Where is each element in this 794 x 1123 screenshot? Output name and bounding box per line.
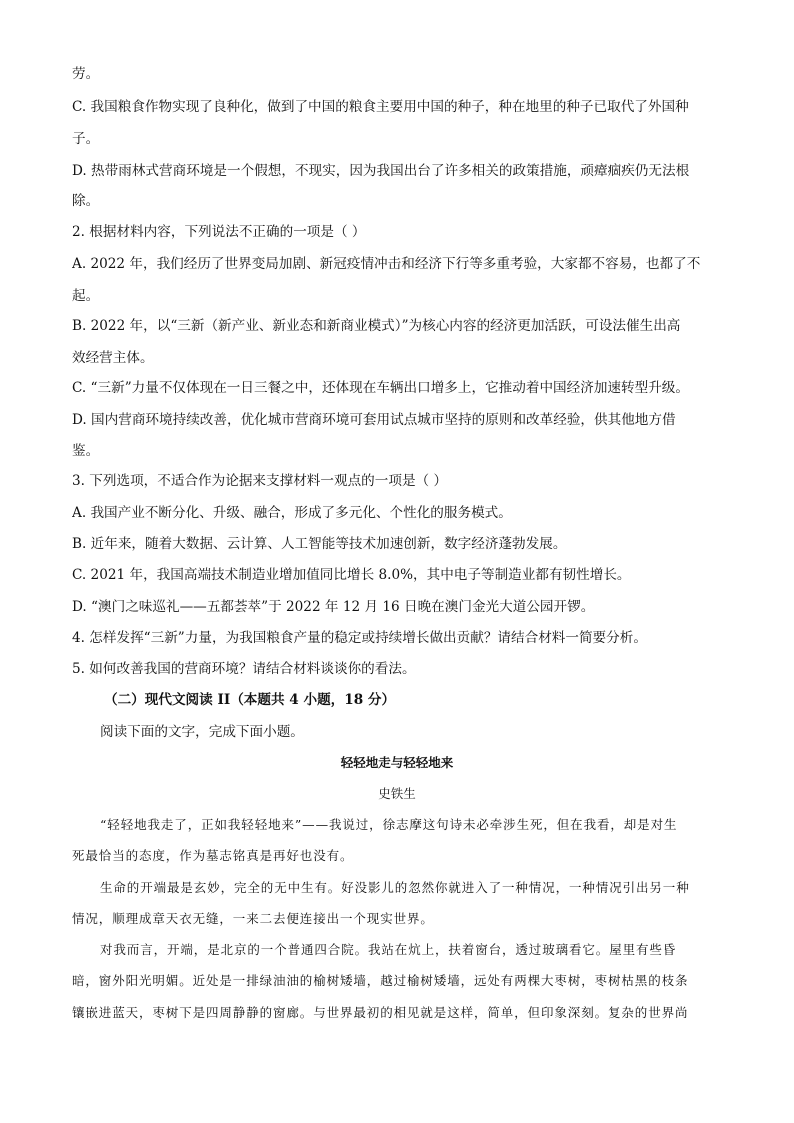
essay-line: 暗，窗外阳光明媚。近处是一排绿油油的榆树矮墙，越过榆树矮墙，远处有两棵大枣树，枣树枯黑的枝条: [72, 973, 689, 988]
question-5: 5. 如何改善我国的营商环境？请结合材料谈谈你的看法。: [72, 661, 416, 677]
option-d-q2: D. 国内营商环境持续改善，优化城市营商环境可套用试点城市坚持的原则和改革经验，供其他地方借: [72, 412, 676, 428]
essay-line: 情况，顺理成章天衣无缝，一来二去便连接出一个现实世界。: [72, 911, 434, 926]
section-heading: （二）现代文阅读 II（本题共 4 小题，18 分）: [104, 692, 396, 708]
text-line: 鉴。: [72, 443, 100, 459]
essay-line: “轻轻地我走了，正如我轻轻地来”——我说过，徐志摩这句诗未必牵涉生死，但在我看，却是对生: [100, 817, 678, 832]
text-line: 除。: [72, 193, 100, 209]
text-line: 效经营主体。: [72, 350, 154, 366]
option-b-q3: B. 近年来，随着大数据、云计算、人工智能等技术加速创新，数字经济蓬勃发展。: [72, 536, 567, 552]
option-a-q2: A. 2022 年，我们经历了世界变局加剧、新冠疫情冲击和经济下行等多重考验，大家都不容易，也都了不: [72, 256, 701, 272]
question-4: 4. 怎样发挥“三新”力量，为我国粮食产量的稳定或持续增长做出贡献？请结合材料一简要分析。: [72, 630, 647, 646]
option-d-q3: D. “澳门之味巡礼——五都荟萃”于 2022 年 12 月 16 日晚在澳门金光大道公园开锣。: [72, 599, 595, 615]
question-3: 3. 下列选项，不适合作为论据来支撑材料一观点的一项是（ ）: [72, 473, 448, 489]
text-line: 起。: [72, 288, 100, 304]
option-c-q1: C. 我国粮食作物实现了良种化，做到了中国的粮食主要用中国的种子，种在地里的种子已取代了外国种: [72, 99, 689, 115]
essay-title: 轻轻地走与轻轻地来: [340, 755, 454, 770]
option-c-q2: C. “三新”力量不仅体现在一日三餐之中，还体现在车辆出口增多上，它推动着中国经济加速转型升级。: [72, 380, 689, 396]
question-2: 2. 根据材料内容，下列说法不正确的一项是（ ）: [72, 224, 366, 240]
option-c-q3: C. 2021 年，我国高端技术制造业增加值同比增长 8.0%，其中电子等制造业都有韧性增长。: [72, 567, 631, 583]
text-line: 子。: [72, 131, 100, 147]
essay-line: 生命的开端最是玄妙，完全的无中生有。好没影儿的忽然你就进入了一种情况，一种情况引出另一种: [100, 880, 690, 895]
essay-line: 对我而言，开端，是北京的一个普通四合院。我站在炕上，扶着窗台，透过玻璃看它。屋里有些昏: [100, 942, 677, 957]
option-a-q3: A. 我国产业不断分化、升级、融合，形成了多元化、个性化的服务模式。: [72, 505, 512, 521]
option-d-q1: D. 热带雨林式营商环境是一个假想，不现实，因为我国出台了许多相关的政策措施，顽瘴痼疾仍无法根: [72, 163, 690, 179]
option-b-q2: B. 2022 年，以“三新（新产业、新业态和新商业模式）”为核心内容的经济更加活跃，可设法催生出高: [72, 318, 681, 334]
reading-instruction: 阅读下面的文字，完成下面小题。: [100, 724, 304, 740]
text-line: 劳。: [72, 66, 100, 82]
essay-author: 史铁生: [378, 786, 416, 801]
essay-line: 死最恰当的态度，作为墓志铭真是再好也没有。: [72, 848, 354, 863]
essay-line: 镶嵌进蓝天，枣树下是四周静静的窗廊。与世界最初的相见就是这样，简单，但印象深刻。复杂的世界尚: [72, 1005, 689, 1020]
